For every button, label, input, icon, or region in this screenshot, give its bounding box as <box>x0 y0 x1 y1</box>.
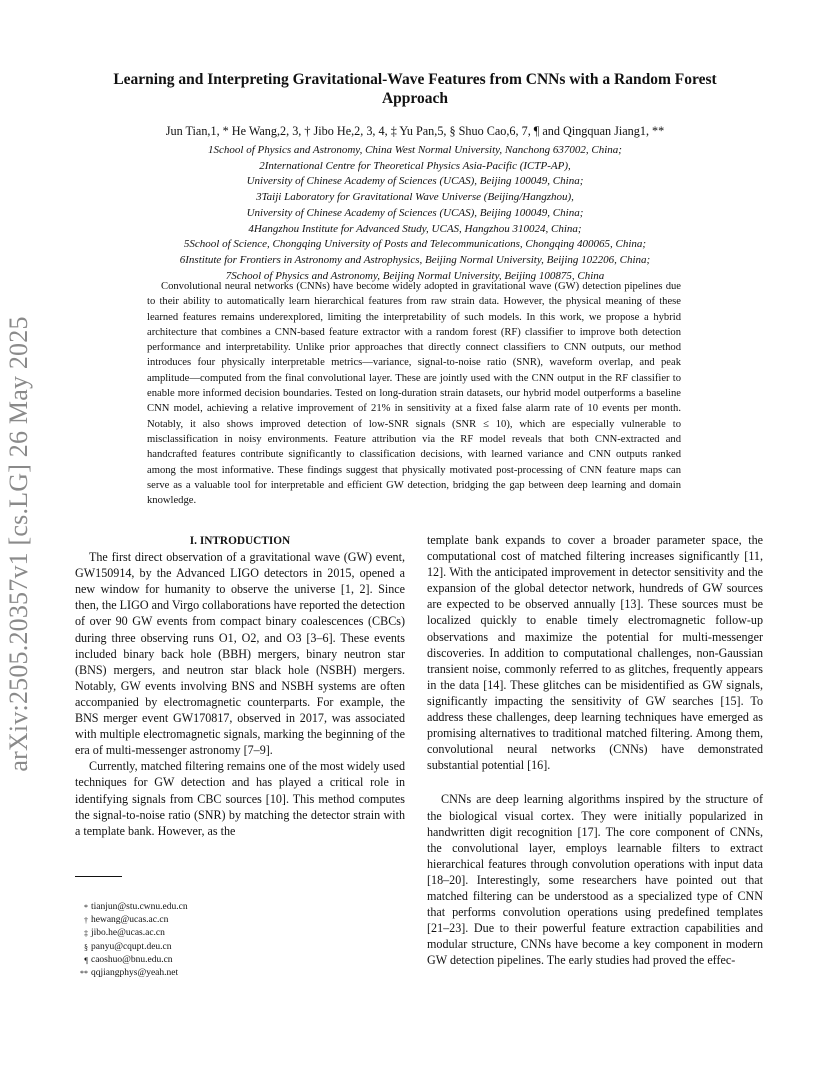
footnotes <box>75 901 188 980</box>
affiliation-line: 7School of Physics and Astronomy, Beijing Normal University, Beijing 100875, China <box>225 269 605 282</box>
affiliation-line: University of Chinese Academy of Sciences (UCAS), Beijing 100049, China; <box>246 175 584 188</box>
paragraph: template bank expands to cover a broader parameter space, the computational cost of matched filtering increases significantly [11, 12]. With the anticipated improvement in detector sensitivity and the expansion of the global detector network, hundreds of GW sources are expected to be observed annually [13]. These sources must be localized quickly to enable timely electromagnetic follow-up observations and maximize the potential for multi-messenger discoveries. In addition to computational challenges, non-Gaussian transient noise, commonly referred to as glitches, frequently appears in the data [14]. These glitches can be misidentified as GW signals, significantly impacting the sensitivity of GW searches [15]. To address these challenges, deep learning techniques have emerged as promising alternatives to traditional matched filtering. Among them, convolutional neural networks (CNNs) have demonstrated substantial potential [16]. <box>427 533 763 773</box>
footnote: * tianjun@stu.cwnu.edu.cn <box>84 902 188 912</box>
affiliation-line: 5School of Science, Chongqing University of Posts and Telecommunications, Chongqing 400065, China; <box>183 238 647 251</box>
affiliation-line: 3Taiji Laboratory for Gravitational Wave Universe (Beijing/Hangzhou), <box>256 191 574 204</box>
affiliation-line: 1School of Physics and Astronomy, China West Normal University, Nanchong 637002, China; <box>208 144 622 156</box>
footnote-rule <box>75 876 122 877</box>
paragraph: The first direct observation of a gravitational wave (GW) event, GW150914, by the Advanced LIGO detectors in 2015, opened a new window for humanity to observe the universe [1, 2]. Since then, the LIGO and Virgo collaborations have reported the detection of over 90 GW events from compact binary coalescences (CBCs) during three observing runs O1, O2, and O3 [3–6]. These events included binary back hole (BBH) mergers, binary neutron star (BNS) mergers, and neutron star black hole (NSBH) mergers. Notably, GW events involving BNS and NSBH systems are often accompanied by electromagnetic counterparts. For example, the BNS merger event GW170817, observed in 2017, was associated with multiple electromagnetic signals, marking the beginning of the era of multi-messenger astronomy [7–9]. <box>75 550 405 758</box>
right-column <box>427 532 763 968</box>
footnote: † hewang@ucas.ac.cn <box>84 915 169 926</box>
affiliation-line: University of Chinese Academy of Sciences (UCAS), Beijing 100049, China; <box>246 206 584 219</box>
paper-title: Learning and Interpreting Gravitational-Wave Features from CNNs with a Random Forest Approach <box>113 71 717 107</box>
author-list: Jun Tian,1, * He Wang,2, 3, † Jibo He,2, 3, 4, ‡ Yu Pan,5, § Shuo Cao,6, 7, ¶ and Qingquan Jiang1, ** <box>165 124 665 138</box>
footnote: ** qqjiangphys@yeah.net <box>80 968 179 979</box>
abstract: Convolutional neural networks (CNNs) have become widely adopted in gravitational wave (GW) detection pipelines due to their ability to automatically learn hierarchical features from raw strain data. However, the physical meaning of these learned features remains underexplored, limiting the interpretability of such models. In this work, we propose a hybrid architecture that combines a CNN-based feature extractor with a random forest (RF) classifier to improve both detection performance and interpretability. Unlike prior approaches that directly connect classifiers to CNN outputs, our method introduces four physically interpretable metrics—variance, signal-to-noise ratio (SNR), waveform overlap, and peak amplitude—computed from the final convolutional layer. These are jointly used with the CNN output in the RF classifier to enable more informed decision boundaries. Tested on long-duration strain datasets, our hybrid model outperforms a baseline CNN model, achieving a relative improvement of 21% in sensitivity at a fixed false alarm rate of 10 events per month. Notably, it also shows improved detection of low-SNR signals (SNR ≤ 10), which are especially vulnerable to misclassification in noisy environments. Feature attribution via the RF model reveals that both CNN-extracted and handcrafted features contribute significantly to classification decisions, with learned variance and CNN outputs ranked among the most informative. These findings suggest that physically motivated post-processing of CNN feature maps can serve as a valuable tool for interpretable and efficient GW detection, bridging the gap between deep learning and domain knowledge. <box>147 281 681 507</box>
paragraph: Currently, matched filtering remains one of the most widely used techniques for GW detection and has played a critical role in identifying signals from CBC sources [10]. This method computes the signal-to-noise ratio (SNR) by matching the detector strain with a template bank. However, as the <box>75 759 405 838</box>
left-column <box>75 533 405 839</box>
arxiv-identifier: arXiv:2505.20357v1 [cs.LG] 26 May 2025 <box>4 316 33 772</box>
affiliation-line: 4Hangzhou Institute for Advanced Study, UCAS, Hangzhou 310024, China; <box>248 222 582 235</box>
footnote: ‡ jibo.he@ucas.ac.cn <box>84 928 165 939</box>
footnote: ¶ caoshuo@bnu.edu.cn <box>84 954 173 965</box>
affiliation-line: 2International Centre for Theoretical Physics Asia-Pacific (ICTP-AP), <box>259 159 571 172</box>
section-heading: I. INTRODUCTION <box>189 535 291 547</box>
paragraph: CNNs are deep learning algorithms inspired by the structure of the biological visual cortex. They were initially popularized in handwritten digit recognition [17]. The core component of CNNs, the convolutional layer, employs learnable filters to extract hierarchical features through convolution operations with input data [18–20]. Interestingly, some researchers have pointed out that matched filtering can be understood as a specialized type of CNN that performs convolution operations using predefined templates [21–23]. Due to their powerful feature extraction capabilities and modular structure, CNNs have become a key component in modern GW detection pipelines. The early studies had proved the effec- <box>427 792 763 968</box>
affiliation-line: 6Institute for Frontiers in Astronomy and Astrophysics, Beijing Normal University, Beijing 102206, China; <box>179 253 651 266</box>
footnote: § panyu@cqupt.deu.cn <box>84 941 172 952</box>
affiliations <box>100 143 730 284</box>
